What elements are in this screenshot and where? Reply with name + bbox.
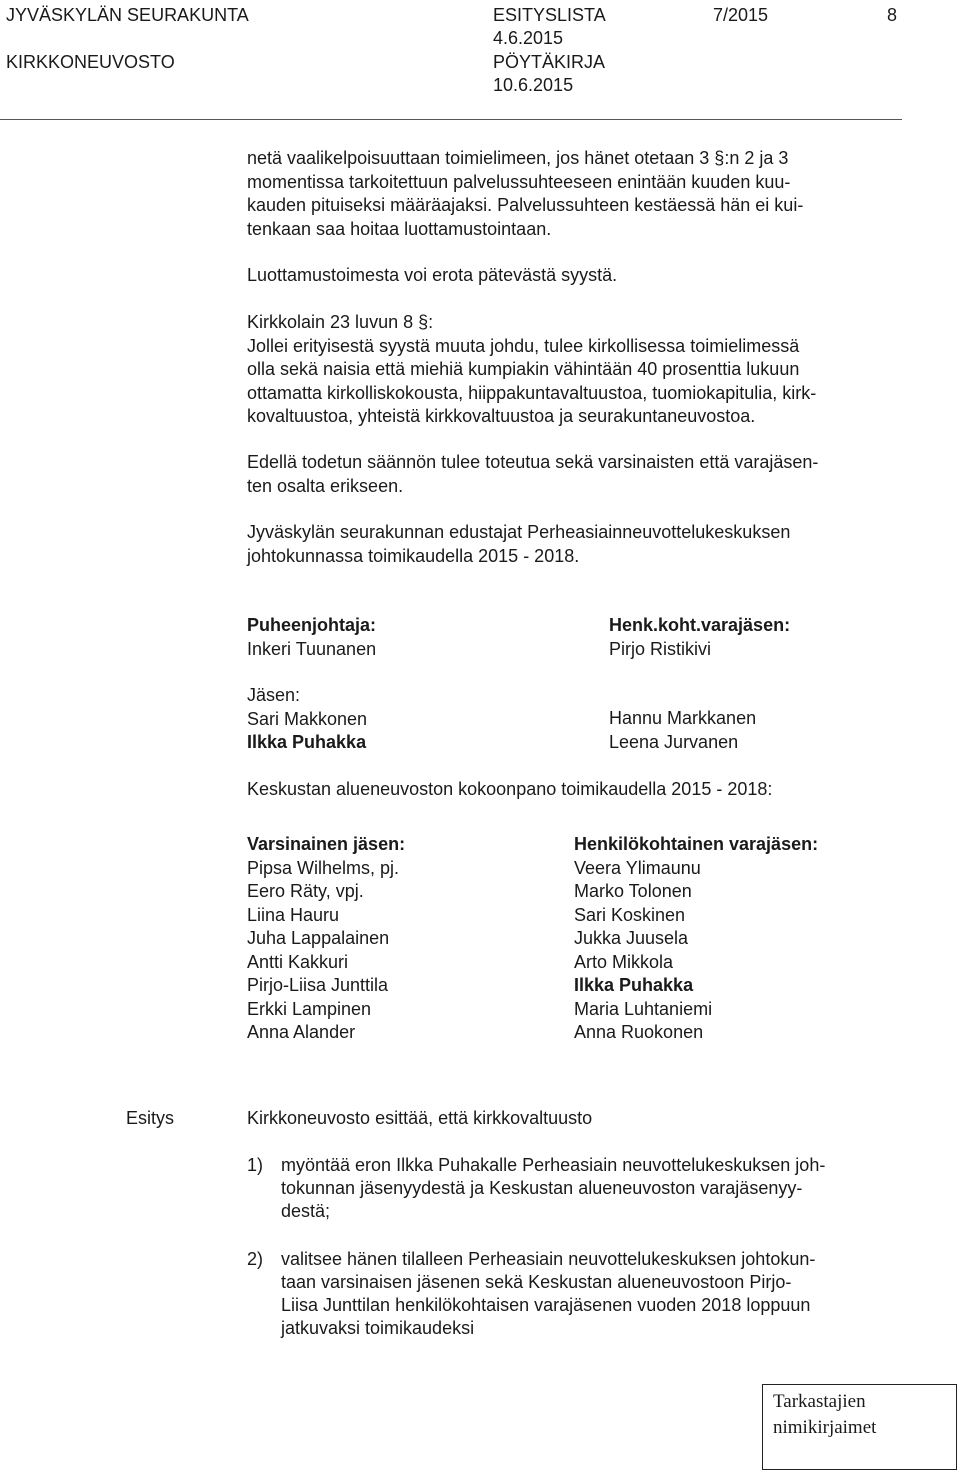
text-line: Luottamustoimesta voi erota pätevästä syystä.: [247, 265, 618, 285]
chair-deputy-label: Henk.koht.varajäsen:: [609, 615, 791, 635]
text-line: momentissa tarkoitettuun palvelussuhteeseen enintään kuuden kuu-: [247, 171, 791, 192]
text-line: kovaltuustoa, yhteistä kirkkovaltuustoa ja seurakuntaneuvostoa.: [247, 406, 756, 426]
member-label: Jäsen:: [247, 685, 301, 705]
board-members: [247, 684, 367, 755]
text-line: olla sekä naisia että miehiä kumpiakin vähintään 40 prosenttia lukuun: [247, 359, 800, 379]
proposal-item-text: [281, 1154, 825, 1223]
proposal-item-number: 2): [247, 1249, 264, 1269]
agenda-label: ESITYSLISTA: [493, 5, 606, 25]
chair-name: Inkeri Tuunanen: [247, 638, 377, 659]
council-deputy: Ilkka Puhakka: [574, 975, 694, 995]
text-line: taan varsinaisen jäsenen sekä Keskustan alueneuvostoon Pirjo-: [281, 1272, 792, 1292]
paragraph-church-law: [247, 311, 907, 429]
minutes-date: 10.6.2015: [493, 75, 574, 95]
council-deputy: Anna Ruokonen: [574, 1022, 704, 1042]
text-line: Liisa Junttilan henkilökohtaisen varajäsenen vuoden 2018 loppuun: [281, 1295, 811, 1315]
council-member: Liina Hauru: [247, 904, 340, 925]
text-line: johtokunnassa toimikaudella 2015 - 2018.: [247, 545, 580, 566]
proposal-intro: Kirkkoneuvosto esittää, että kirkkovaltuusto: [247, 1108, 593, 1128]
text-line: Jollei erityisestä syystä muuta johdu, tulee kirkollisessa toimielimessä: [247, 335, 800, 356]
text-line: Jyväskylän seurakunnan edustajat Perheasiainneuvottelukeskuksen: [247, 522, 791, 542]
board-left-column: [247, 614, 376, 661]
signature-initials-box: [762, 1384, 957, 1470]
text-line: Kirkkolain 23 luvun 8 §:: [247, 312, 434, 332]
text-line: ottamatta kirkolliskokousta, hiippakuntavaltuustoa, tuomiokapitulia, kirk-: [247, 382, 817, 403]
signature-box-label: Tarkastajien: [773, 1391, 866, 1412]
proposal-label: Esitys: [126, 1108, 175, 1128]
text-line: jatkuvaksi toimikaudeksi: [281, 1318, 475, 1338]
text-line: tokunnan jäsenyydestä ja Keskustan alueneuvoston varajäsenyy-: [281, 1178, 803, 1198]
council-deputy: Marko Tolonen: [574, 881, 692, 901]
member-deputy-name: Leena Jurvanen: [609, 731, 739, 752]
council-deputy: Arto Mikkola: [574, 951, 674, 972]
signature-box-label: nimikirjaimet: [773, 1417, 877, 1438]
proposal-item-number: 1): [247, 1155, 264, 1175]
chair-deputy-name: Pirjo Ristikivi: [609, 638, 712, 659]
header-divider: [0, 119, 902, 120]
org-name: JYVÄSKYLÄN SEURAKUNTA: [6, 5, 249, 25]
text-line: myöntää eron Ilkka Puhakalle Perheasiain neuvottelukeskuksen joh-: [281, 1155, 826, 1175]
page-number: 8: [887, 5, 898, 25]
council-member: Juha Lappalainen: [247, 928, 390, 948]
council-deputies-column: [574, 833, 818, 1045]
proposal-item-text: [281, 1248, 815, 1340]
council-member: Eero Räty, vpj.: [247, 881, 364, 901]
council-deputy: Sari Koskinen: [574, 904, 686, 925]
council-deputy: Jukka Juusela: [574, 928, 689, 948]
text-line: destä;: [281, 1201, 331, 1221]
chair-label: Puheenjohtaja:: [247, 615, 377, 635]
council-member: Erkki Lampinen: [247, 998, 372, 1019]
text-line: kauden pituiseksi määräajaksi. Palvelussuhteen kestäessä hän ei kui-: [247, 195, 804, 215]
issue-number: 7/2015: [713, 5, 769, 25]
paragraph-rule: [247, 451, 907, 498]
council-members-column: [247, 833, 405, 1045]
paragraph-resignation: [247, 264, 907, 288]
paragraph-representatives: [247, 521, 907, 568]
member-deputy-name: Hannu Markkanen: [609, 708, 757, 728]
council-heading: Keskustan alueneuvoston kokoonpano toimikaudella 2015 - 2018:: [247, 779, 773, 799]
council-member: Pirjo-Liisa Junttila: [247, 975, 389, 995]
paragraph-eligibility: [247, 147, 907, 241]
text-line: tenkaan saa hoitaa luottamustointaan.: [247, 218, 552, 239]
council-deputy: Veera Ylimaunu: [574, 857, 701, 878]
text-line: netä vaalikelpoisuuttaan toimielimeen, jos hänet otetaan 3 §:n 2 ja 3: [247, 148, 789, 168]
board-right-column: [609, 614, 790, 661]
body-name: KIRKKONEUVOSTO: [6, 52, 175, 72]
text-line: valitsee hänen tilalleen Perheasiain neuvottelukeskuksen johtokun-: [281, 1249, 816, 1269]
text-line: Edellä todetun säännön tulee toteutua sekä varsinaisten että varajäsen-: [247, 452, 819, 472]
council-member: Antti Kakkuri: [247, 951, 349, 972]
council-deputies-label: Henkilökohtainen varajäsen:: [574, 834, 819, 854]
council-deputy: Maria Luhtaniemi: [574, 998, 713, 1019]
member-name: Sari Makkonen: [247, 708, 368, 729]
council-members-label: Varsinainen jäsen:: [247, 834, 406, 854]
text-line: ten osalta erikseen.: [247, 475, 404, 496]
board-member-deputies: [609, 707, 756, 754]
council-member: Anna Alander: [247, 1022, 356, 1042]
council-member: Pipsa Wilhelms, pj.: [247, 857, 400, 878]
agenda-date: 4.6.2015: [493, 28, 564, 48]
minutes-label: PÖYTÄKIRJA: [493, 52, 606, 72]
member-name: Ilkka Puhakka: [247, 732, 367, 752]
